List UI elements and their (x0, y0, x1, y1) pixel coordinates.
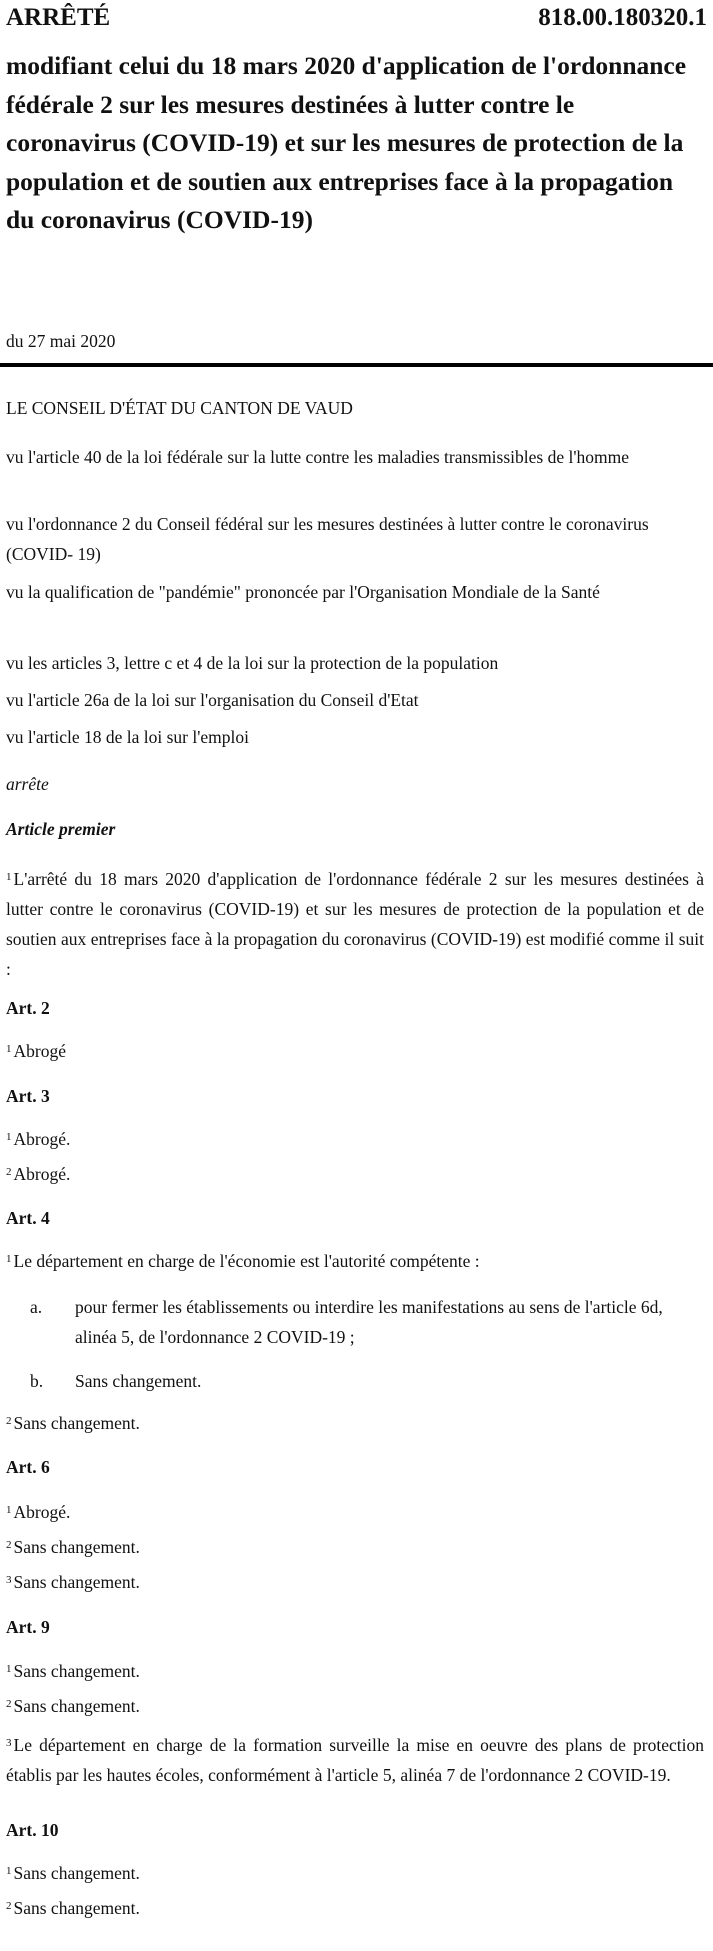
doc-title: modifiant celui du 18 mars 2020 d'application de l'ordonnance fédérale 2 sur les mesures destinées à lutter contre le coronavirus (COVID-19) et sur les mesures de protection de la population et de soutien aux entreprises face à la propagation du coronavirus (COVID-19) (6, 51, 687, 235)
paragraph-text: Abrogé. (13, 1164, 71, 1184)
paragraph (6, 1656, 140, 1687)
doc-date: du 27 mai 2020 (6, 331, 116, 351)
paragraph-text: Abrogé (13, 1041, 66, 1061)
paragraph (6, 1159, 70, 1190)
art-3-heading: Art. 3 (6, 1086, 50, 1106)
paragraph (6, 1691, 140, 1722)
paragraph-text: Sans changement. (13, 1898, 140, 1918)
paragraph-number: 2 (6, 1698, 12, 1710)
paragraph-text: Sans changement. (13, 1863, 140, 1883)
list-item-text: Sans changement. (75, 1371, 202, 1391)
considerant: vu l'ordonnance 2 du Conseil fédéral sur les mesures destinées à lutter contre le coronavirus (COVID- 19) (6, 514, 649, 564)
paragraph-number: 1 (6, 1504, 12, 1516)
paragraph-number: 2 (6, 1166, 12, 1178)
paragraph-text: Abrogé. (13, 1502, 71, 1522)
paragraph-number: 1 (6, 1131, 12, 1143)
paragraph-text: Le département en charge de l'économie est l'autorité compétente : (13, 1251, 480, 1271)
paragraph (6, 1036, 66, 1067)
paragraph-number: 3 (6, 1574, 12, 1586)
article-premier-paragraph (6, 864, 704, 984)
paragraph-text: Sans changement. (13, 1696, 140, 1716)
paragraph (6, 1124, 70, 1155)
paragraph (6, 1497, 70, 1528)
list-item-text: pour fermer les établissements ou interdire les manifestations au sens de l'article 6d, alinéa 5, de l'ordonnance 2 COVID-19 ; (75, 1297, 663, 1347)
arrete-label: arrête (6, 774, 49, 794)
paragraph-text: Abrogé. (13, 1129, 71, 1149)
paragraph-text: L'arrêté du 18 mars 2020 d'application de l'ordonnance fédérale 2 sur les mesures destinées à lutter contre le coronavirus (COVID-19) et sur les mesures de protection de la population et de soutien aux entreprises face à la propagation du coronavirus (COVID-19) est modifié comme il suit : (6, 869, 704, 979)
doc-number: 818.00.180320.1 (538, 4, 707, 31)
art-6-heading: Art. 6 (6, 1457, 50, 1477)
paragraph-text: Sans changement. (13, 1537, 140, 1557)
paragraph-number: 1 (6, 1663, 12, 1675)
paragraph-number: 1 (6, 1253, 12, 1265)
doc-type: ARRÊTÉ (6, 4, 111, 31)
considerant: vu l'article 26a de la loi sur l'organisation du Conseil d'Etat (6, 690, 419, 710)
paragraph (6, 1858, 140, 1889)
paragraph-number: 1 (6, 1043, 12, 1055)
paragraph-text: Le département en charge de la formation surveille la mise en oeuvre des plans de protection établis par les hautes écoles, conformément à l'article 5, alinéa 7 de l'ordonnance 2 COVID-19. (6, 1735, 704, 1785)
header-divider (0, 363, 713, 367)
art-10-heading: Art. 10 (6, 1820, 59, 1840)
art-4-heading: Art. 4 (6, 1208, 50, 1228)
considerant: vu l'article 40 de la loi fédérale sur la lutte contre les maladies transmissibles de l'homme (6, 447, 629, 467)
paragraph-text: Sans changement. (13, 1572, 140, 1592)
paragraph-text: Sans changement. (13, 1661, 140, 1681)
paragraph (6, 1893, 140, 1924)
authority: LE CONSEIL D'ÉTAT DU CANTON DE VAUD (6, 398, 353, 418)
list-item-label: a. (30, 1297, 43, 1317)
paragraph-number: 1 (6, 1865, 12, 1877)
paragraph (6, 1246, 480, 1277)
list-item-label: b. (30, 1371, 44, 1391)
paragraph-number: 2 (6, 1415, 12, 1427)
paragraph (6, 1408, 140, 1439)
paragraph-number: 3 (6, 1737, 12, 1749)
paragraph-number: 2 (6, 1539, 12, 1551)
considerant: vu l'article 18 de la loi sur l'emploi (6, 727, 249, 747)
article-premier-heading: Article premier (6, 819, 116, 839)
paragraph-number: 2 (6, 1900, 12, 1912)
paragraph (6, 1730, 704, 1790)
paragraph-text: Sans changement. (13, 1413, 140, 1433)
paragraph (6, 1532, 140, 1563)
considerant: vu les articles 3, lettre c et 4 de la loi sur la protection de la population (6, 653, 499, 673)
art-2-heading: Art. 2 (6, 998, 50, 1018)
paragraph (6, 1567, 140, 1598)
art-9-heading: Art. 9 (6, 1617, 50, 1637)
considerant: vu la qualification de "pandémie" prononcée par l'Organisation Mondiale de la Santé (6, 582, 600, 602)
paragraph-number: 1 (6, 871, 12, 883)
